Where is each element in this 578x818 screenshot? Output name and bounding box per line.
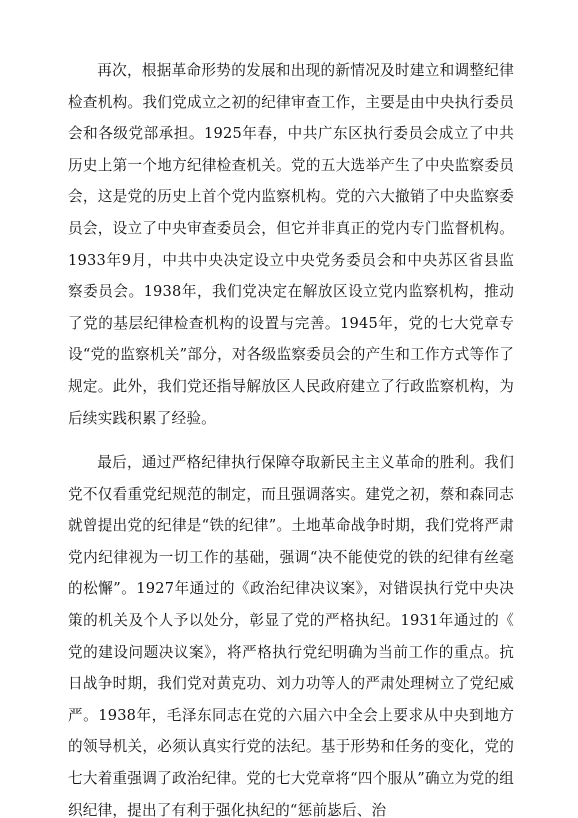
body-paragraph-1: 再次，根据革命形势的发展和出现的新情况及时建立和调整纪律检查机构。我们党成立之初的纪律审查工作，主要是由中央执行委员会和各级党部承担。1925年春，中共广东区执行委员会成立了中共历史上第一个地方纪律检查机关。党的五大选举产生了中央监察委员会，这是党的历史上首个党内监察机构。党的六大撤销了中央监察委员会，设立了中央审查委员会，但它并非真正的党内专门监督机构。1933年9月，中共中央决定设立中央党务委员会和中央苏区省县监察委员会。1938年，我们党决定在解放区设立党内监察机构，推动了党的基层纪律检查机构的设置与完善。1945年，党的七大党章专设“党的监察机关”部分，对各级监察委员会的产生和工作方式等作了规定。此外，我们党还指导解放区人民政府建立了行政监察机构，为后续实践积累了经验。: [68, 62, 514, 427]
body-paragraph-2: 最后，通过严格纪律执行保障夺取新民主主义革命的胜利。我们党不仅看重党纪规范的制定，而且强调落实。建党之初，蔡和森同志就曾提出党的纪律是“铁的纪律”。土地革命战争时期，我们党将严肃党内纪律视为一切工作的基础，强调“决不能使党的铁的纪律有丝毫的松懈”。1927年通过的《政治纪律决议案》，对错误执行党中央决策的机关及个人予以处分，彰显了党的严格执纪。1931年通过的《党的建设问题决议案》，将严格执行党纪明确为当前工作的重点。抗日战争时期，我们党对黄克功、刘力功等人的严肃处理树立了党纪威严。1938年，毛泽东同志在党的六届六中全会上要求从中央到地方的领导机关，必须认真实行党的法纪。基于形势和任务的变化，党的七大着重强调了政治纪律。党的七大党章将“四个服从”确立为党的组织纪律，提出了有利于强化执纪的“惩前毖后、治: [68, 454, 514, 818]
